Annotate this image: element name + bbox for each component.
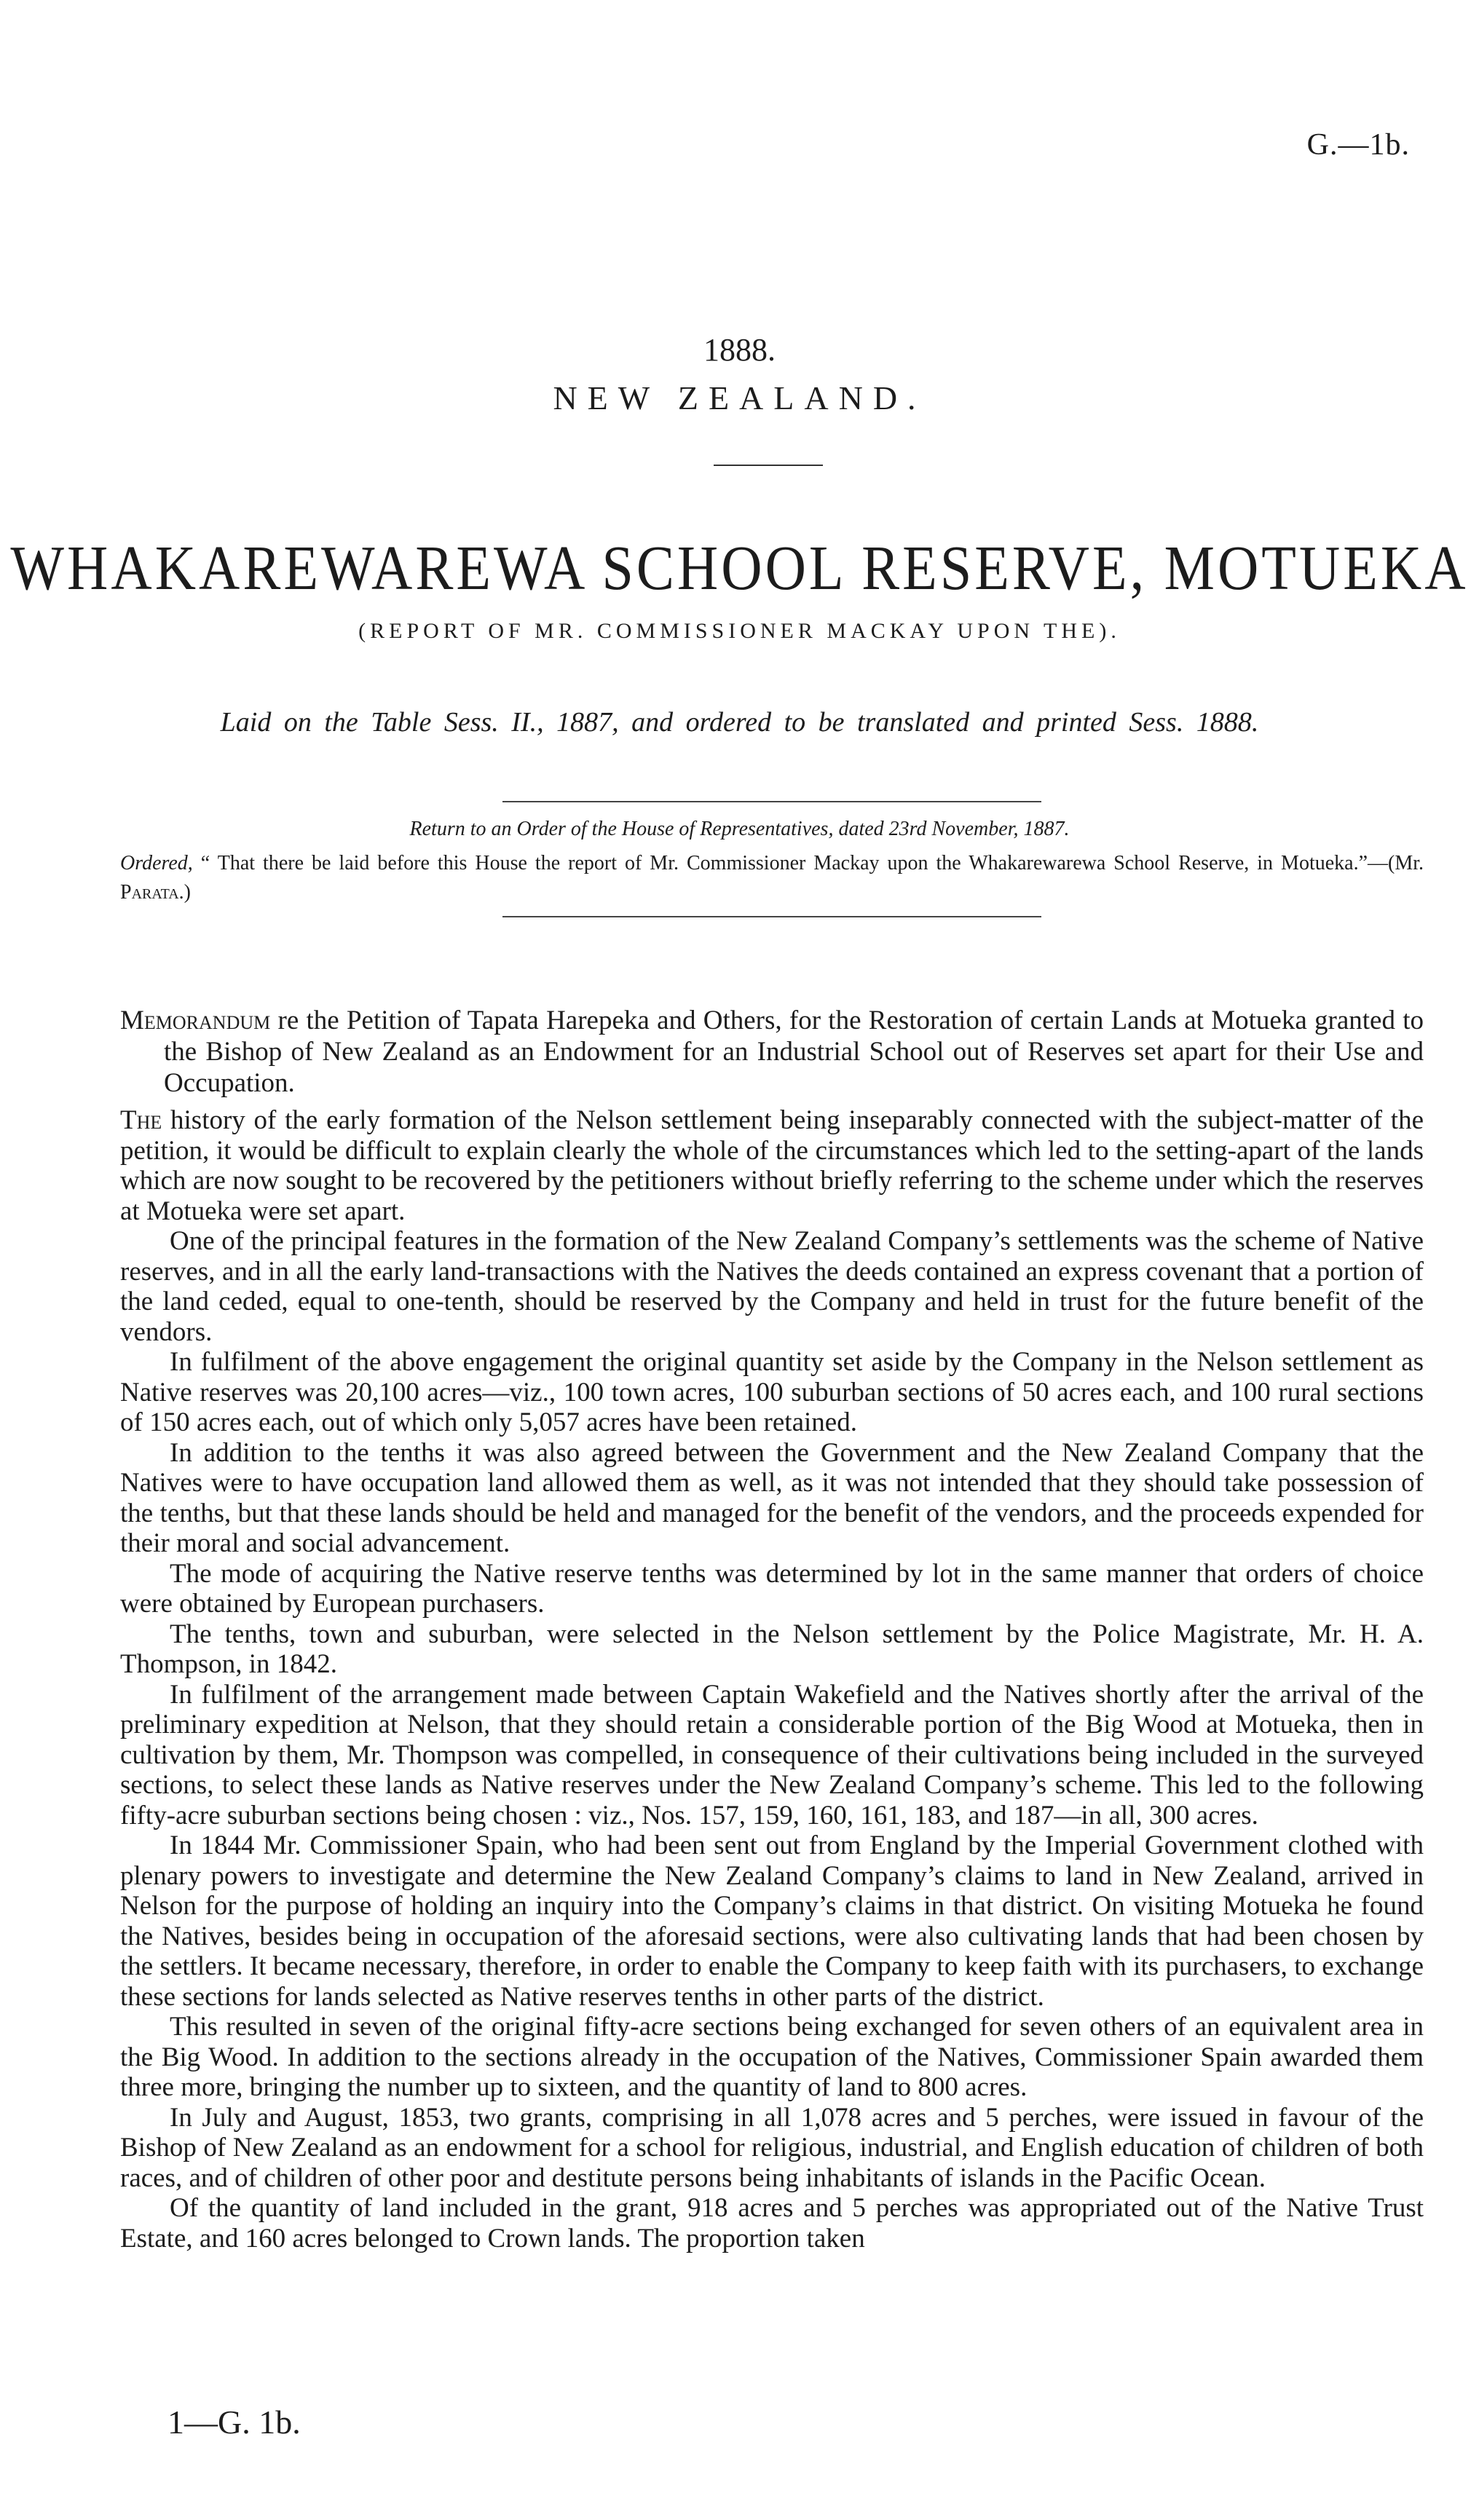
body-paragraph: One of the principal features in the formation of the New Zealand Company’s settlements was the scheme of Native reserves, and in all the early land-transactions with the Natives the deeds contained an express covenant that a portion of the land ceded, equal to one-tenth, should be reserved by the Company and held in trust for the future benefit of the vendors. — [120, 1226, 1424, 1347]
return-order-line: Return to an Order of the House of Representatives, dated 23rd November, 1887. — [409, 818, 1070, 840]
paragraph-lead: The — [120, 1105, 162, 1135]
memorandum-heading — [120, 1005, 1424, 1099]
body-paragraph: Of the quantity of land included in the grant, 918 acres and 5 perches was appropriated out of the Native Trust Estate, and 160 acres belonged to Crown lands. The proportion taken — [120, 2193, 1424, 2254]
ordered-lead: Ordered, — [120, 852, 193, 874]
body-paragraph: In fulfilment of the above engagement the original quantity set aside by the Company in the Nelson settlement as Native reserves was 20,100 acres—viz., 100 town acres, 100 suburban sections of 50 acres each, and 100 rural sections of 150 acres each, out of which only 5,057 acres have been retained. — [120, 1347, 1424, 1437]
body-paragraph: The tenths, town and suburban, were selected in the Nelson settlement by the Police Magistrate, Mr. H. A. Thompson, in 1842. — [120, 1619, 1424, 1679]
body-paragraph: In fulfilment of the arrangement made between Captain Wakefield and the Natives shortly after the arrival of the preliminary expedition at Nelson, that they should retain a considerable portion of the Big Wood at Motueka, then in cultivation by them, Mr. Thompson was compelled, in consequence of their cultivations being included in the surveyed sections, to select these lands as Native reserves under the New Zealand Company’s scheme. This led to the following fifty-acre suburban sections being chosen : viz., Nos. 157, 159, 160, 161, 183, and 187—in all, 300 acres. — [120, 1679, 1424, 1830]
document-subtitle: (REPORT OF MR. COMMISSIONER MACKAY UPON THE). — [358, 619, 1121, 643]
ordered-text: “ That there be laid before this House the report of Mr. Commissioner Mackay upon the Whakarewarewa School Reserve, in Motueka.”—(Mr. — [192, 852, 1424, 874]
publication-year: 1888. — [703, 332, 776, 368]
body-paragraph: In July and August, 1853, two grants, comprising in all 1,078 acres and 5 perches, were issued in favour of the Bishop of New Zealand as an endowment for a school for religious, industrial, and English education of children of both races, and of children of other poor and destitute persons being inhabitants of islands in the Pacific Ocean. — [120, 2102, 1424, 2193]
document-title: WHAKAREWAREWA SCHOOL RESERVE, MOTUEKA — [10, 532, 1469, 604]
ordered-end: .) — [178, 881, 191, 904]
body-paragraph: The mode of acquiring the Native reserve tenths was determined by lot in the same manner that orders of choice were obtained by European purchasers. — [120, 1558, 1424, 1619]
body-paragraph: In addition to the tenths it was also agreed between the Government and the New Zealand Company that the Natives were to have occupation land allowed them as well, as it was not intended that they should take possession of the tenths, but that these lands should be held and managed for the benefit of the vendors, and the proceeds expended for their moral and social advancement. — [120, 1437, 1424, 1558]
ordered-paragraph — [120, 849, 1424, 907]
memorandum-text: re the Petition of Tapata Harepeka and Others, for the Restoration of certain Lands at Motueka granted to the Bishop of New Zealand as an Endowment for an Industrial School out of Reserves set apart for their Use and Occupation. — [164, 1006, 1424, 1098]
body-paragraph: This resulted in seven of the original fifty-acre sections being exchanged for seven others of an equivalent area in the Big Wood. In addition to the sections already in the occupation of the Natives, Commissioner Spain awarded them three more, bringing the number up to sixteen, and the quantity of land to 800 acres. — [120, 2012, 1424, 2102]
paragraph-text: history of the early formation of the Nelson settlement being inseparably connected with the subject-matter of the petition, it would be difficult to explain clearly the whole of the circumstances which led to the setting-apart of the lands which are now sought to be recovered by the petitioners without briefly referring to the scheme under which the reserves at Motueka were set apart. — [120, 1105, 1424, 1226]
body-paragraph — [120, 1105, 1424, 1226]
paper-reference-number: G.—1b. — [1306, 128, 1410, 162]
heading-divider — [714, 465, 823, 466]
body-paragraph: In 1844 Mr. Commissioner Spain, who had been sent out from England by the Imperial Government clothed with plenary powers to investigate and determine the New Zealand Company’s claims to land in New Zealand, arrived in Nelson for the purpose of holding an inquiry into the Company’s claims in that district. On visiting Motueka he found the Natives, besides being in occupation of the aforesaid sections, were also cultivating lands that had been chosen by the settlers. It became necessary, therefore, in order to enable the Company to keep faith with its purchasers, to exchange these sections for lands selected as Native reserves tenths in other parts of the district. — [120, 1830, 1424, 2012]
country-heading: NEW ZEALAND. — [553, 379, 926, 416]
order-bottom-divider — [502, 916, 1041, 917]
laid-on-table-note: Laid on the Table Sess. II., 1887, and ordered to be translated and printed Sess. 1888. — [220, 707, 1259, 738]
ordered-member: Parata — [120, 881, 179, 904]
memorandum-lead: Memorandum — [120, 1006, 271, 1035]
page-footer-reference: 1—G. 1b. — [167, 2404, 301, 2441]
report-body — [120, 1105, 1424, 2254]
order-top-divider — [502, 801, 1041, 802]
